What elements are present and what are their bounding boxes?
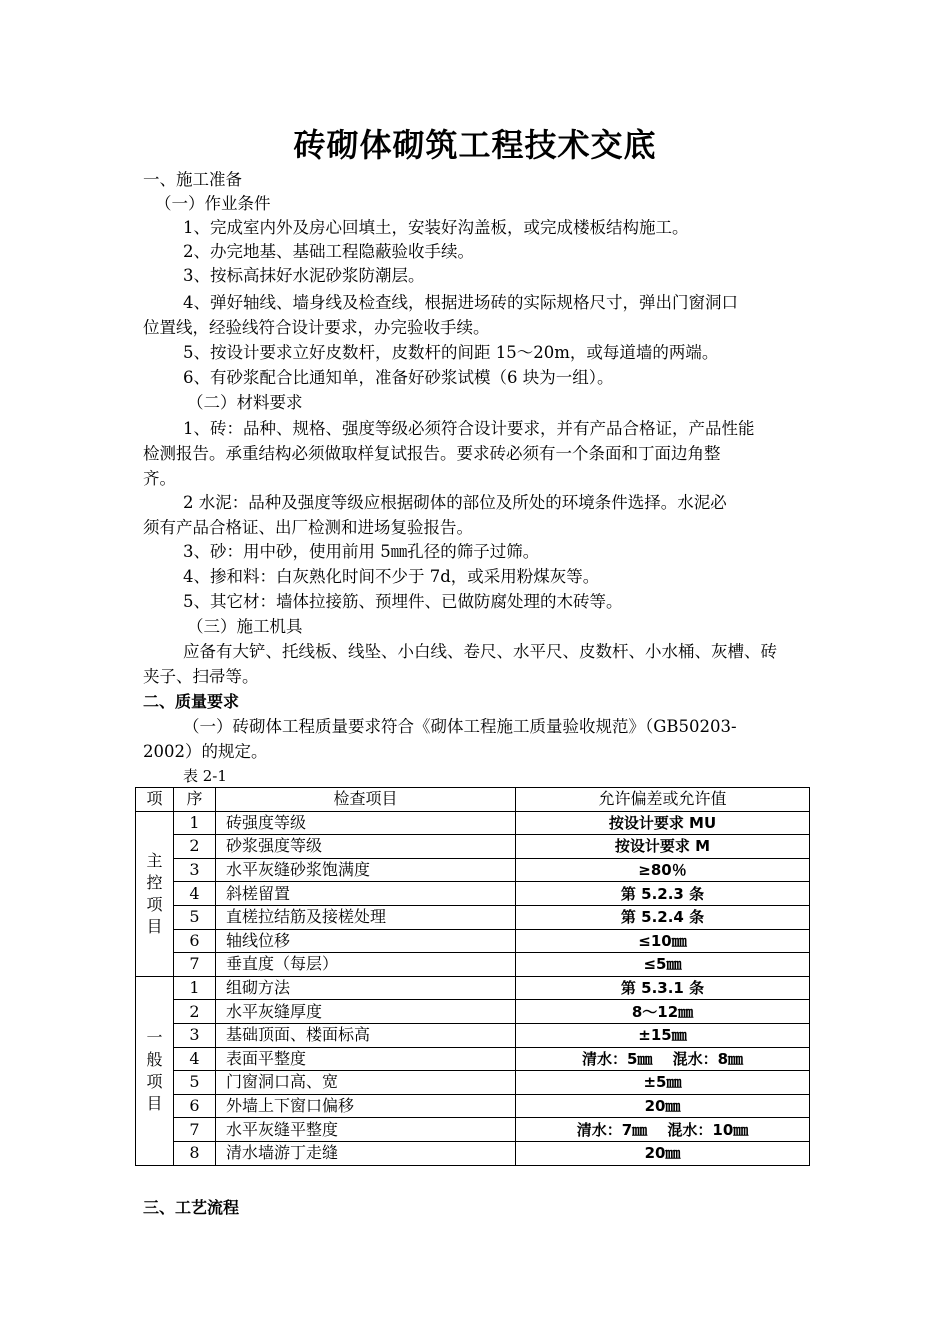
row-number: 7 bbox=[174, 953, 216, 977]
row-number: 5 bbox=[174, 1071, 216, 1095]
table-row bbox=[136, 1071, 810, 1095]
quality-table bbox=[135, 787, 810, 1166]
row-number: 5 bbox=[174, 905, 216, 929]
tolerance-value: 8～12㎜ bbox=[516, 1000, 810, 1024]
section-heading: 三、工艺流程 bbox=[143, 1198, 240, 1217]
table-row bbox=[136, 858, 810, 882]
subsection-heading: （三）施工机具 bbox=[187, 617, 303, 636]
table-row bbox=[136, 953, 810, 977]
header-cell: 检查项目 bbox=[216, 788, 516, 812]
row-number: 8 bbox=[174, 1141, 216, 1165]
check-item: 直槎拉结筋及接槎处理 bbox=[216, 905, 516, 929]
paragraph-line: 位置线，经验线符合设计要求，办完验收手续。 bbox=[143, 318, 490, 337]
group-label-main-control: 主控项目 bbox=[136, 811, 174, 976]
header-cell: 允许偏差或允许值 bbox=[516, 788, 810, 812]
paragraph-line: 1、砖：品种、规格、强度等级必须符合设计要求，并有产品合格证，产品性能 bbox=[183, 419, 755, 438]
paragraph-line: 5、按设计要求立好皮数杆，皮数杆的间距 15～20m，或每道墙的两端。 bbox=[183, 343, 719, 362]
paragraph-line: 4、弹好轴线、墙身线及检查线，根据进场砖的实际规格尺寸，弹出门窗洞口 bbox=[183, 293, 738, 312]
row-number: 3 bbox=[174, 858, 216, 882]
tolerance-value: 第 5.3.1 条 bbox=[516, 976, 810, 1000]
header-cell: 项 bbox=[136, 788, 174, 812]
paragraph-line: 2 水泥：品种及强度等级应根据砌体的部位及所处的环境条件选择。水泥必 bbox=[183, 493, 727, 512]
tolerance-value: ±5㎜ bbox=[516, 1071, 810, 1095]
tolerance-value: 20㎜ bbox=[516, 1094, 810, 1118]
check-item: 水平灰缝厚度 bbox=[216, 1000, 516, 1024]
table-row bbox=[136, 811, 810, 835]
paragraph-line: 1、完成室内外及房心回填土，安装好沟盖板，或完成楼板结构施工。 bbox=[183, 218, 689, 237]
check-item: 外墙上下窗口偏移 bbox=[216, 1094, 516, 1118]
tolerance-value: 按设计要求 MU bbox=[516, 811, 810, 835]
row-number: 2 bbox=[174, 835, 216, 859]
table-row bbox=[136, 1000, 810, 1024]
paragraph-line: 6、有砂浆配合比通知单，准备好砂浆试模（6 块为一组）。 bbox=[183, 368, 614, 387]
table-row bbox=[136, 1023, 810, 1047]
paragraph-line: 5、其它材：墙体拉接筋、预埋件、已做防腐处理的木砖等。 bbox=[183, 592, 623, 611]
section-heading: 一、施工准备 bbox=[143, 170, 242, 189]
paragraph-line: （一）砖砌体工程质量要求符合《砌体工程施工质量验收规范》（GB50203- bbox=[183, 717, 737, 736]
table-row bbox=[136, 1094, 810, 1118]
page-title: 砖砌体砌筑工程技术交底 bbox=[293, 126, 657, 164]
paragraph-line: 3、砂：用中砂，使用前用 5㎜孔径的筛子过筛。 bbox=[183, 542, 540, 561]
paragraph-line: 齐。 bbox=[143, 469, 176, 488]
paragraph-line: 应备有大铲、托线板、线坠、小白线、卷尺、水平尺、皮数杆、小水桶、灰槽、砖 bbox=[183, 642, 777, 661]
paragraph-line: 3、按标高抹好水泥砂浆防潮层。 bbox=[183, 266, 425, 285]
table-row bbox=[136, 835, 810, 859]
row-number: 2 bbox=[174, 1000, 216, 1024]
check-item: 垂直度（每层） bbox=[216, 953, 516, 977]
tolerance-value: 按设计要求 M bbox=[516, 835, 810, 859]
group-label-general: 一般项目 bbox=[136, 976, 174, 1165]
check-item: 斜槎留置 bbox=[216, 882, 516, 906]
tolerance-value: ±15㎜ bbox=[516, 1023, 810, 1047]
paragraph-line: 2002）的规定。 bbox=[143, 742, 268, 761]
row-number: 6 bbox=[174, 929, 216, 953]
check-item: 水平灰缝砂浆饱满度 bbox=[216, 858, 516, 882]
tolerance-value: 第 5.2.3 条 bbox=[516, 882, 810, 906]
paragraph-line: 2、办完地基、基础工程隐蔽验收手续。 bbox=[183, 242, 474, 261]
subsection-heading: （二）材料要求 bbox=[187, 393, 303, 412]
row-number: 1 bbox=[174, 811, 216, 835]
row-number: 1 bbox=[174, 976, 216, 1000]
paragraph-line: 4、掺和料：白灰熟化时间不少于 7d，或采用粉煤灰等。 bbox=[183, 567, 600, 586]
check-item: 砖强度等级 bbox=[216, 811, 516, 835]
check-item: 表面平整度 bbox=[216, 1047, 516, 1071]
row-number: 6 bbox=[174, 1094, 216, 1118]
table-row bbox=[136, 905, 810, 929]
tolerance-value: 第 5.2.4 条 bbox=[516, 905, 810, 929]
tolerance-value: ≥80％ bbox=[516, 858, 810, 882]
check-item: 门窗洞口高、宽 bbox=[216, 1071, 516, 1095]
check-item: 清水墙游丁走缝 bbox=[216, 1141, 516, 1165]
tolerance-value: ≤5㎜ bbox=[516, 953, 810, 977]
check-item: 砂浆强度等级 bbox=[216, 835, 516, 859]
subsection-heading: （一）作业条件 bbox=[155, 194, 271, 213]
row-number: 4 bbox=[174, 1047, 216, 1071]
table-row bbox=[136, 1141, 810, 1165]
check-item: 基础顶面、楼面标高 bbox=[216, 1023, 516, 1047]
table-row bbox=[136, 976, 810, 1000]
tolerance-value: 清水：7㎜ 混水：10㎜ bbox=[516, 1118, 810, 1142]
header-cell: 序 bbox=[174, 788, 216, 812]
check-item: 水平灰缝平整度 bbox=[216, 1118, 516, 1142]
paragraph-line: 须有产品合格证、出厂检测和进场复验报告。 bbox=[143, 518, 473, 537]
tolerance-value: 20㎜ bbox=[516, 1141, 810, 1165]
row-number: 4 bbox=[174, 882, 216, 906]
table-row bbox=[136, 1118, 810, 1142]
table-row bbox=[136, 1047, 810, 1071]
table-header-row bbox=[136, 788, 810, 812]
tolerance-value: ≤10㎜ bbox=[516, 929, 810, 953]
table-row bbox=[136, 882, 810, 906]
paragraph-line: 夹子、扫帚等。 bbox=[143, 667, 259, 686]
check-item: 组砌方法 bbox=[216, 976, 516, 1000]
paragraph-line: 检测报告。承重结构必须做取样复试报告。要求砖必须有一个条面和丁面边角整 bbox=[143, 444, 721, 463]
check-item: 轴线位移 bbox=[216, 929, 516, 953]
row-number: 3 bbox=[174, 1023, 216, 1047]
row-number: 7 bbox=[174, 1118, 216, 1142]
table-row bbox=[136, 929, 810, 953]
section-heading: 二、质量要求 bbox=[143, 692, 240, 711]
table-caption: 表 2-1 bbox=[183, 767, 227, 785]
tolerance-value: 清水：5㎜ 混水：8㎜ bbox=[516, 1047, 810, 1071]
